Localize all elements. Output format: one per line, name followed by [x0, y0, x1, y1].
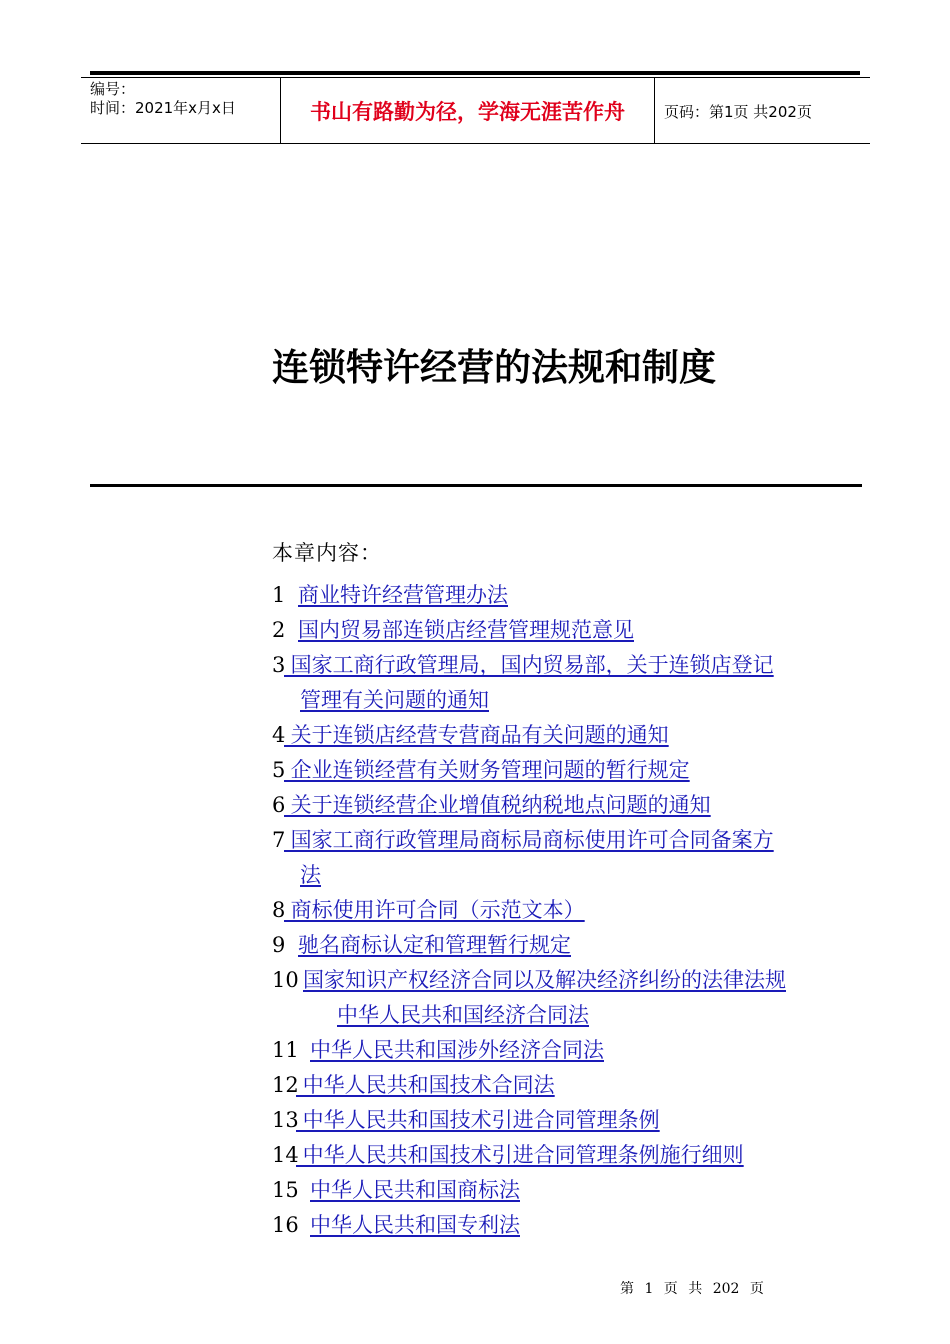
header-top-rule [90, 71, 860, 75]
toc-item-link-continued[interactable]: 中华人民共和国经济合同法 [337, 1003, 589, 1027]
toc-item-link[interactable]: 国内贸易部连锁店经营管理规范意见 [298, 618, 634, 642]
toc-item-number: 9 [272, 933, 286, 957]
toc-item[interactable] [272, 823, 774, 858]
toc-item-number: 11 [272, 1038, 299, 1062]
toc-item-number: 5 [272, 758, 286, 782]
toc-item[interactable] [272, 928, 571, 963]
toc-item-link[interactable]: 商业特许经营管理办法 [298, 583, 508, 607]
toc-item-link-continued[interactable]: 法 [300, 863, 321, 887]
toc-item[interactable] [272, 753, 690, 788]
toc-item[interactable] [272, 963, 786, 998]
number-label: 编号： [90, 80, 136, 98]
motto: 书山有路勤为径，学海无涯苦作舟 [281, 78, 655, 144]
toc-item[interactable] [272, 613, 634, 648]
toc-item[interactable] [272, 718, 669, 753]
toc-item-link[interactable]: 中华人民共和国技术合同法 [296, 1073, 555, 1097]
toc-item[interactable] [272, 1103, 660, 1138]
toc-item[interactable] [272, 893, 585, 928]
toc-item-link[interactable]: 企业连锁经营有关财务管理问题的暂行规定 [284, 758, 690, 782]
toc-item-number: 14 [272, 1143, 299, 1167]
page-header [81, 77, 870, 144]
toc-item-number: 10 [272, 968, 299, 992]
toc-item-link[interactable]: 关于连锁店经营专营商品有关问题的通知 [284, 723, 669, 747]
toc-item-number: 13 [272, 1108, 299, 1132]
toc-item-link[interactable]: 驰名商标认定和管理暂行规定 [298, 933, 571, 957]
toc-item[interactable] [272, 1138, 744, 1173]
header-left-cell [81, 78, 281, 144]
toc-item-number: 12 [272, 1073, 299, 1097]
page-info: 页码：第1页 共202页 [664, 103, 812, 121]
toc-item-link[interactable]: 商标使用许可合同（示范文本） [284, 898, 585, 922]
toc-item-link-continued[interactable]: 管理有关问题的通知 [300, 688, 489, 712]
title-rule [90, 484, 862, 487]
toc-item-link[interactable]: 中华人民共和国商标法 [310, 1178, 520, 1202]
toc-item-link[interactable]: 中华人民共和国专利法 [310, 1213, 520, 1237]
toc-item-link[interactable]: 国家工商行政管理局，国内贸易部，关于连锁店登记 [284, 653, 774, 677]
page-footer: 第 1 页 共 202 页 [620, 1281, 764, 1297]
toc-heading: 本章内容： [272, 541, 382, 565]
toc-item-link[interactable]: 关于连锁经营企业增值税纳税地点问题的通知 [284, 793, 711, 817]
toc-item-number: 15 [272, 1178, 299, 1202]
toc-item-link[interactable]: 中华人民共和国涉外经济合同法 [310, 1038, 604, 1062]
toc-item-link[interactable]: 国家工商行政管理局商标局商标使用许可合同备案方 [284, 828, 774, 852]
toc-item-number: 2 [272, 618, 286, 642]
toc-item[interactable] [272, 788, 711, 823]
toc-item-number: 4 [272, 723, 286, 747]
toc-item-number: 6 [272, 793, 286, 817]
toc-item-number: 7 [272, 828, 286, 852]
toc-item[interactable] [272, 578, 508, 613]
toc-item-link[interactable]: 中华人民共和国技术引进合同管理条例 [296, 1108, 660, 1132]
toc-item-number: 8 [272, 898, 286, 922]
toc-item[interactable] [272, 1173, 520, 1208]
toc-item-number: 16 [272, 1213, 299, 1237]
toc-item-link[interactable]: 中华人民共和国技术引进合同管理条例施行细则 [296, 1143, 744, 1167]
time-label: 时间：2021年x月x日 [90, 99, 236, 117]
toc-item[interactable] [272, 648, 774, 683]
toc-item[interactable] [272, 1208, 520, 1243]
toc-item-link[interactable]: 国家知识产权经济合同以及解决经济纠纷的法律法规 [303, 968, 786, 992]
toc-item-number: 3 [272, 653, 286, 677]
document-title: 连锁特许经营的法规和制度 [272, 346, 716, 389]
toc-item[interactable] [272, 1033, 604, 1068]
toc-item-number: 1 [272, 583, 286, 607]
toc-item[interactable] [272, 1068, 555, 1103]
